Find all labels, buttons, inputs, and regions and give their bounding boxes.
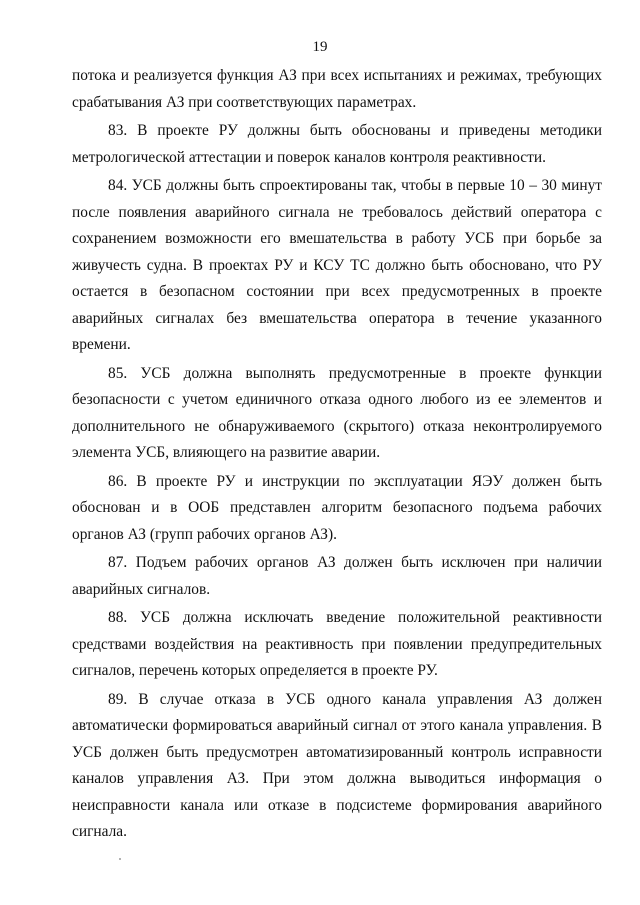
paragraph-83: 83. В проекте РУ должны быть обоснованы и приведены методики метрологической аттестации и поверок каналов контроля реактивности. <box>72 122 602 166</box>
paragraph-85: 85. УСБ должна выполнять предусмотренные в проекте функции безопасности с учетом единичного отказа одного любого из ее элементов и дополнительного не обнаруживаемого (скрытого) отказа неконтролируемого элемента УСБ, влияющего на развитие аварии. <box>72 364 602 461</box>
paragraph-88: 88. УСБ должна исключать введение положительной реактивности средствами воздействия на реактивность при появлении предупредительных сигналов, перечень которых определяется в проекте РУ. <box>72 609 602 679</box>
paragraph-continuation: потока и реализуется функция АЗ при всех испытаниях и режимах, требующих срабатывания АЗ при соответствующих параметрах. <box>72 67 602 111</box>
scan-speck <box>119 858 121 860</box>
paragraph-84: 84. УСБ должны быть спроектированы так, чтобы в первые 10 – 30 минут после появления аварийного сигнала не требовалось действий оператора с сохранением возможности его вмешательства в работу УСБ при борьбе за живучесть судна. В проектах РУ и КСУ ТС должно быть обосновано, что РУ остается в безопасном состоянии при всех предусмотренных в проекте аварийных сигналах без вмешательства оператора в течение указанного времени. <box>72 177 602 353</box>
paragraph-87: 87. Подъем рабочих органов АЗ должен быть исключен при наличии аварийных сигналов. <box>72 554 602 598</box>
paragraph-86: 86. В проекте РУ и инструкции по эксплуатации ЯЭУ должен быть обоснован и в ООБ представлен алгоритм безопасного подъема рабочих органов АЗ (групп рабочих органов АЗ). <box>72 472 602 543</box>
paragraph-89: 89. В случае отказа в УСБ одного канала управления АЗ должен автоматически формироваться аварийный сигнал от этого канала управления. В УСБ должен быть предусмотрен автоматизированный контроль исправности каналов управления АЗ. При этом должна выводиться информация о неисправности канала или отказе в подсистеме формирования аварийного сигнала. <box>72 690 602 840</box>
body-text <box>72 63 602 846</box>
page-number: 19 <box>312 39 328 55</box>
